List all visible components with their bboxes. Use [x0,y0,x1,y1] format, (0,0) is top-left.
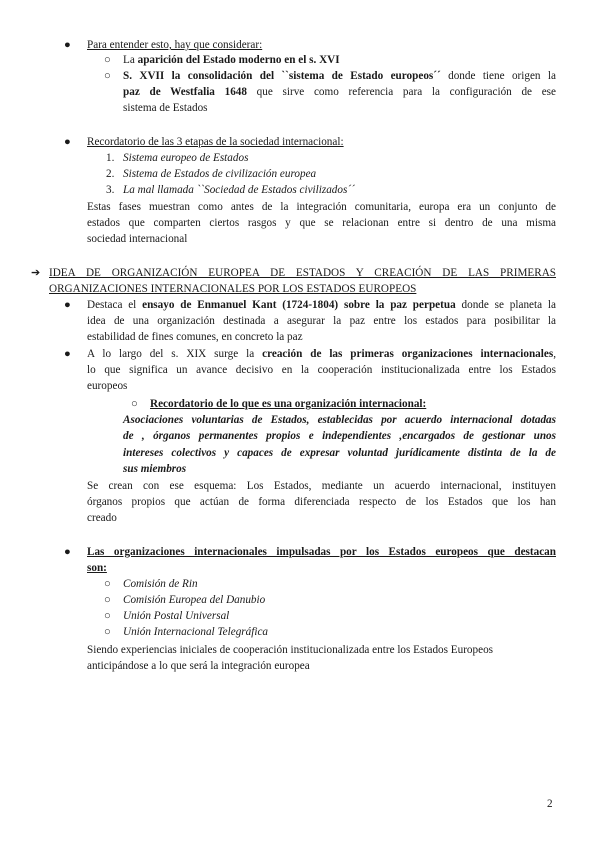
paragraph-line: sociedad internacional [87,233,188,245]
list-item: Sistema de Estados de civilización europea [123,168,317,180]
sub-item-siglo-xvii-line3: sistema de Estados [123,102,208,114]
definition-title: Recordatorio de lo que es una organización internacional: [150,398,427,410]
section-heading-line2: ORGANIZACIONES INTERNACIONALES POR LOS ESTADOS EUROPEOS [49,283,417,295]
etapas-intro: Recordatorio de las 3 etapas de la sociedad internacional: [87,136,344,148]
circle-bullet-icon: ○ [104,54,111,66]
definition-line: sus miembros [123,463,187,475]
bullet-icon: ● [64,136,71,148]
list-item: Comisión de Rin [123,578,198,590]
bullet-icon: ● [64,348,71,360]
circle-bullet-icon: ○ [104,610,111,622]
paragraph-line: Siendo experiencias iniciales de cooperación institucionalizada entre los Estados Europeos [87,644,494,656]
list-item: Sistema europeo de Estados [123,152,249,164]
circle-bullet-icon: ○ [131,398,138,410]
list-number: 1. [106,152,115,164]
circle-bullet-icon: ○ [104,626,111,638]
sub-item-estado-moderno: La aparición del Estado moderno en el s. XVI [123,54,340,66]
organizations-heading: Las organizaciones internacionales impulsadas por los Estados europeos que destacan [87,546,556,558]
bullet-icon: ● [64,39,71,51]
paragraph-line: anticipándose a lo que será la integración europea [87,660,310,672]
list-item: Comisión Europea del Danubio [123,594,266,606]
kant-paragraph: Destaca el ensayo de Enmanuel Kant (1724-1804) sobre la paz perpetua donde se planeta la [87,299,556,311]
arrow-icon: ➔ [31,267,41,279]
sub-item-siglo-xvii-line2: paz de Westfalia 1648 que sirve como referencia para la configuración de ese [123,86,556,98]
definition-line: Asociaciones voluntarias de Estados, establecidas por acuerdo internacional dotadas [123,414,556,426]
xix-paragraph: A lo largo del s. XIX surge la creación de las primeras organizaciones internacionales, [87,348,556,360]
definition-line: de , órganos permanentes propios e independientes ,encargados de gestionar unos [123,430,556,442]
paragraph-line: Se crean con ese esquema: Los Estados, mediante un acuerdo internacional, instituyen [87,480,556,492]
definition-line: intereses colectivos y capaces de expresar voluntad jurídicamente distinta de la de [123,447,556,459]
bullet-icon: ● [64,299,71,311]
xix-paragraph-line3: europeos [87,380,128,392]
kant-paragraph-line3: estabilidad de fines comunes, en concreto la paz [87,331,303,343]
organizations-heading-line2: son: [87,562,107,574]
xix-paragraph-line2: lo que significa un avance decisivo en la cooperación institucionalizada entre los Estados [87,364,556,376]
list-item: La mal llamada ``Sociedad de Estados civilizados´´ [123,184,355,196]
circle-bullet-icon: ○ [104,594,111,606]
list-number: 3. [106,184,115,196]
list-item: Unión Internacional Telegráfica [123,626,269,638]
bullet-icon: ● [64,546,71,558]
section-heading: IDEA DE ORGANIZACIÓN EUROPEA DE ESTADOS Y CREACIÓN DE LAS PRIMERAS [49,267,556,279]
circle-bullet-icon: ○ [104,70,111,82]
page-number: 2 [547,798,553,810]
sub-item-siglo-xvii: S. XVII la consolidación del ``sistema de Estado europeos´´ donde tiene origen la [123,70,556,82]
circle-bullet-icon: ○ [104,578,111,590]
list-item: Unión Postal Universal [123,610,230,622]
considerations-intro: Para entender esto, hay que considerar: [87,39,263,51]
paragraph-line: órganos propios que actúan de forma diferenciada respecto de los Estados que los han [87,496,556,508]
kant-paragraph-line2: idea de una organización destinada a asegurar la paz entre los estados para posibilitar la [87,315,556,327]
paragraph-line: estados que comparten ciertos rasgos y que se relacionan entre si dentro de una misma [87,217,556,229]
paragraph-line: creado [87,512,117,524]
list-number: 2. [106,168,115,180]
paragraph-line: Estas fases muestran como antes de la integración comunitaria, europa era un conjunto de [87,201,556,213]
